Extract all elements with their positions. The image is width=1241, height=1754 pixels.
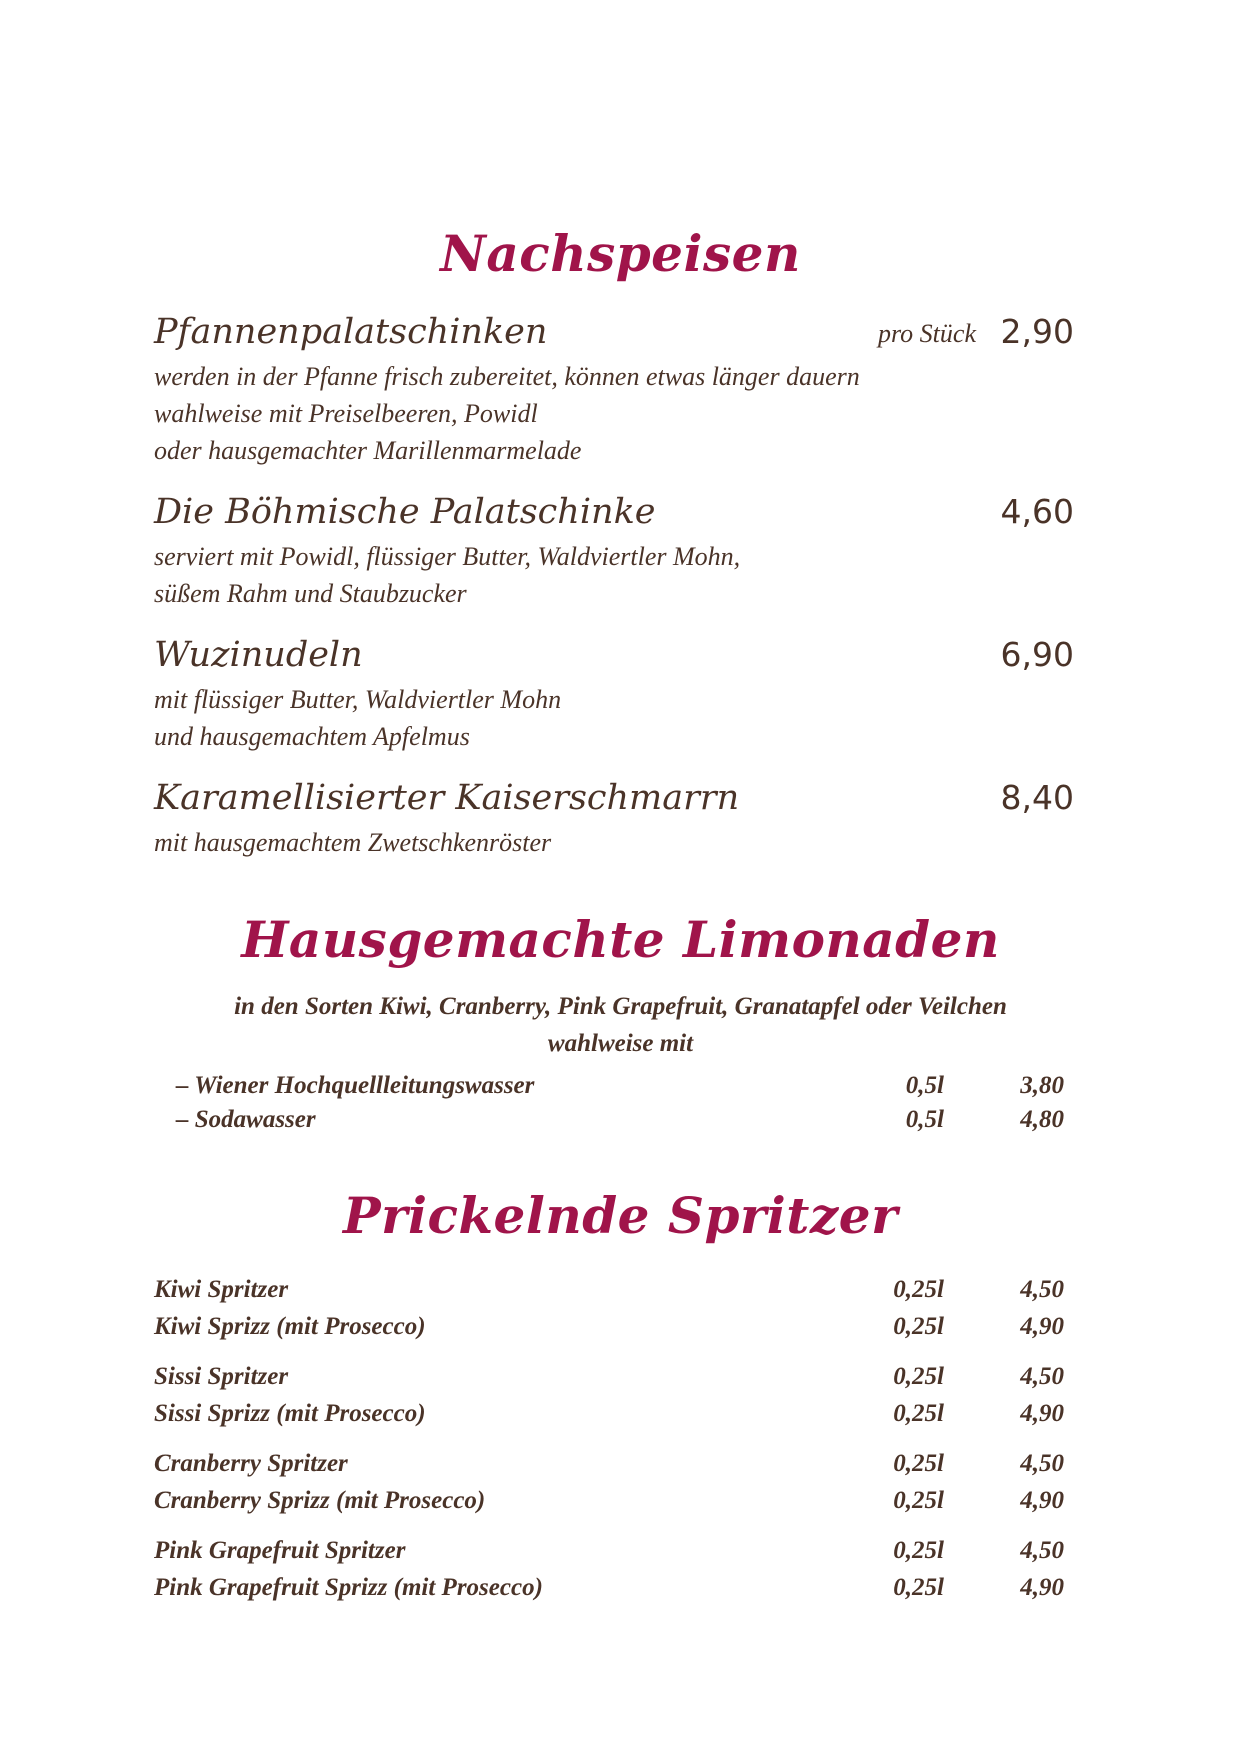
description-line: mit hausgemachtem Zwetschkenröster	[154, 828, 552, 857]
item-price: 6,90	[1000, 635, 1074, 674]
section-title-desserts: Nachspeisen	[440, 224, 801, 283]
drink-volume: 0,25l	[893, 1487, 944, 1514]
drink-price: 4,90	[1020, 1487, 1064, 1514]
drink-volume: 0,5l	[905, 1106, 944, 1133]
item-unit: pro Stück	[878, 319, 976, 348]
item-price: 2,90	[1000, 312, 1074, 351]
drink-price: 4,50	[1020, 1537, 1064, 1564]
item-name: Die Böhmische Palatschinke	[154, 492, 656, 532]
menu-item-kaiserschmarrn	[154, 776, 1074, 820]
spritzer-item	[154, 1446, 1064, 1482]
item-description	[154, 358, 1054, 469]
description-line: wahlweise mit Preiselbeeren, Powidl	[154, 399, 538, 428]
item-price: 8,40	[1000, 778, 1074, 817]
drink-name: Sissi Spritzer	[154, 1363, 289, 1390]
drink-volume: 0,25l	[893, 1400, 944, 1427]
spritzer-item	[154, 1533, 1064, 1569]
item-name: Wuzinudeln	[154, 635, 363, 675]
intro-line: wahlweise mit	[547, 1030, 694, 1057]
lemonade-intro	[0, 988, 1241, 1062]
menu-item-boehmische-palatschinke	[154, 490, 1074, 534]
drink-name: Kiwi Spritzer	[154, 1276, 289, 1303]
drink-volume: 0,25l	[893, 1313, 944, 1340]
item-name: Pfannenpalatschinken	[154, 312, 548, 352]
spritzer-item	[154, 1570, 1064, 1606]
drink-volume: 0,25l	[893, 1450, 944, 1477]
drink-volume: 0,25l	[893, 1363, 944, 1390]
drink-volume: 0,25l	[893, 1276, 944, 1303]
item-description	[154, 824, 1054, 861]
description-line: werden in der Pfanne frisch zubereitet, können etwas länger dauern	[154, 362, 860, 391]
section-title-lemonades: Hausgemachte Limonaden	[241, 910, 1000, 969]
drink-name: Pink Grapefruit Sprizz (mit Prosecco)	[154, 1574, 543, 1601]
menu-item-wuzinudeln	[154, 633, 1074, 677]
drink-volume: 0,25l	[893, 1537, 944, 1564]
lemonade-item	[176, 1068, 1064, 1104]
spritzer-item	[154, 1309, 1064, 1345]
spritzer-item	[154, 1396, 1064, 1432]
drink-price: 4,50	[1020, 1450, 1064, 1477]
menu-item-pfannenpalatschinken	[154, 310, 1074, 354]
intro-line: in den Sorten Kiwi, Cranberry, Pink Grapefruit, Granatapfel oder Veilchen	[234, 993, 1007, 1020]
drink-price: 4,90	[1020, 1313, 1064, 1340]
drink-name: Cranberry Sprizz (mit Prosecco)	[154, 1487, 486, 1514]
description-line: mit flüssiger Butter, Waldviertler Mohn	[154, 685, 562, 714]
drink-price: 4,50	[1020, 1276, 1064, 1303]
drink-price: 4,50	[1020, 1363, 1064, 1390]
drink-name: – Wiener Hochquellleitungswasser	[176, 1072, 535, 1099]
drink-volume: 0,5l	[905, 1072, 944, 1099]
drink-price: 4,80	[1020, 1106, 1064, 1133]
section-title-spritzer: Prickelnde Spritzer	[343, 1186, 898, 1245]
drink-price: 3,80	[1020, 1072, 1064, 1099]
spritzer-item	[154, 1272, 1064, 1308]
item-name: Karamellisierter Kaiserschmarrn	[154, 778, 740, 818]
item-description	[154, 538, 1054, 612]
drink-name: Pink Grapefruit Spritzer	[154, 1537, 406, 1564]
description-line: und hausgemachtem Apfelmus	[154, 722, 470, 751]
description-line: süßem Rahm und Staubzucker	[154, 579, 467, 608]
drink-volume: 0,25l	[893, 1574, 944, 1601]
description-line: serviert mit Powidl, flüssiger Butter, Waldviertler Mohn,	[154, 542, 741, 571]
drink-price: 4,90	[1020, 1574, 1064, 1601]
item-price: 4,60	[1000, 492, 1074, 531]
drink-name: Sissi Sprizz (mit Prosecco)	[154, 1400, 426, 1427]
drink-name: Cranberry Spritzer	[154, 1450, 348, 1477]
drink-name: – Sodawasser	[176, 1106, 316, 1133]
spritzer-item	[154, 1483, 1064, 1519]
spritzer-item	[154, 1359, 1064, 1395]
drink-name: Kiwi Sprizz (mit Prosecco)	[154, 1313, 426, 1340]
description-line: oder hausgemachter Marillenmarmelade	[154, 436, 582, 465]
item-description	[154, 681, 1054, 755]
drink-price: 4,90	[1020, 1400, 1064, 1427]
lemonade-item	[176, 1102, 1064, 1138]
